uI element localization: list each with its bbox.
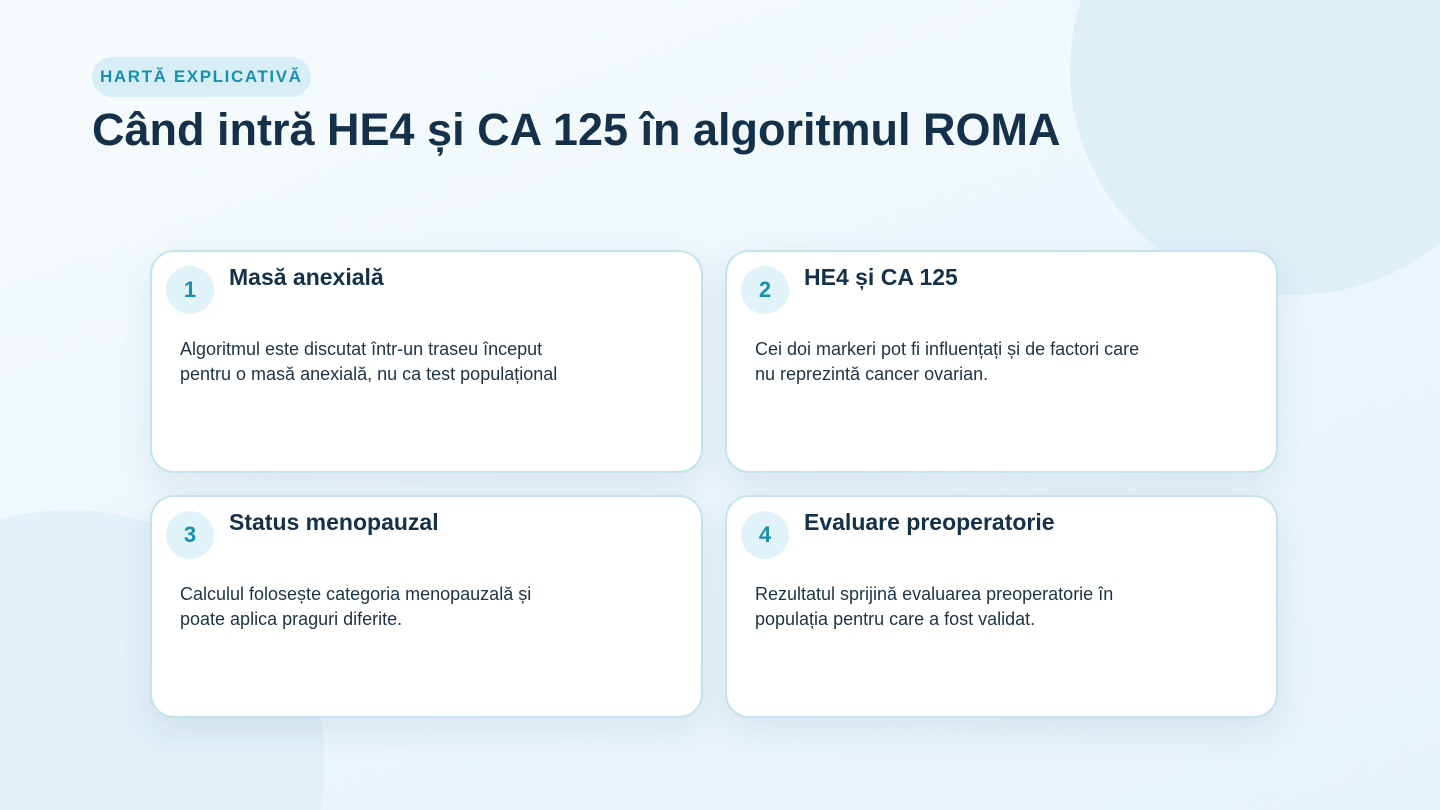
step-number-badge: 1 [166, 266, 214, 314]
step-description: Algoritmul este discutat într-un traseu început pentru o masă anexială, nu ca test populațional [180, 339, 558, 384]
step-description: Rezultatul sprijină evaluarea preoperatorie în populația pentru care a fost validat. [755, 584, 1114, 629]
step-description: Calculul folosește categoria menopauzală și poate aplica praguri diferite. [180, 584, 532, 629]
step-description: Cei doi markeri pot fi influențați și de factori care nu reprezintă cancer ovarian. [755, 339, 1140, 384]
page-title: Când intră HE4 și CA 125 în algoritmul ROMA [92, 104, 1061, 155]
step-number-badge: 4 [741, 511, 789, 559]
step-card-2 [725, 250, 1278, 473]
step-title: HE4 și CA 125 [804, 264, 958, 290]
step-title: Evaluare preoperatorie [804, 509, 1055, 535]
eyebrow-label: HARTĂ EXPLICATIVĂ [92, 57, 311, 97]
step-number-badge: 3 [166, 511, 214, 559]
step-card-3 [150, 495, 703, 718]
step-title: Status menopauzal [229, 509, 439, 535]
step-title: Masă anexială [229, 264, 384, 290]
step-card-4 [725, 495, 1278, 718]
step-number-badge: 2 [741, 266, 789, 314]
step-card-1 [150, 250, 703, 473]
